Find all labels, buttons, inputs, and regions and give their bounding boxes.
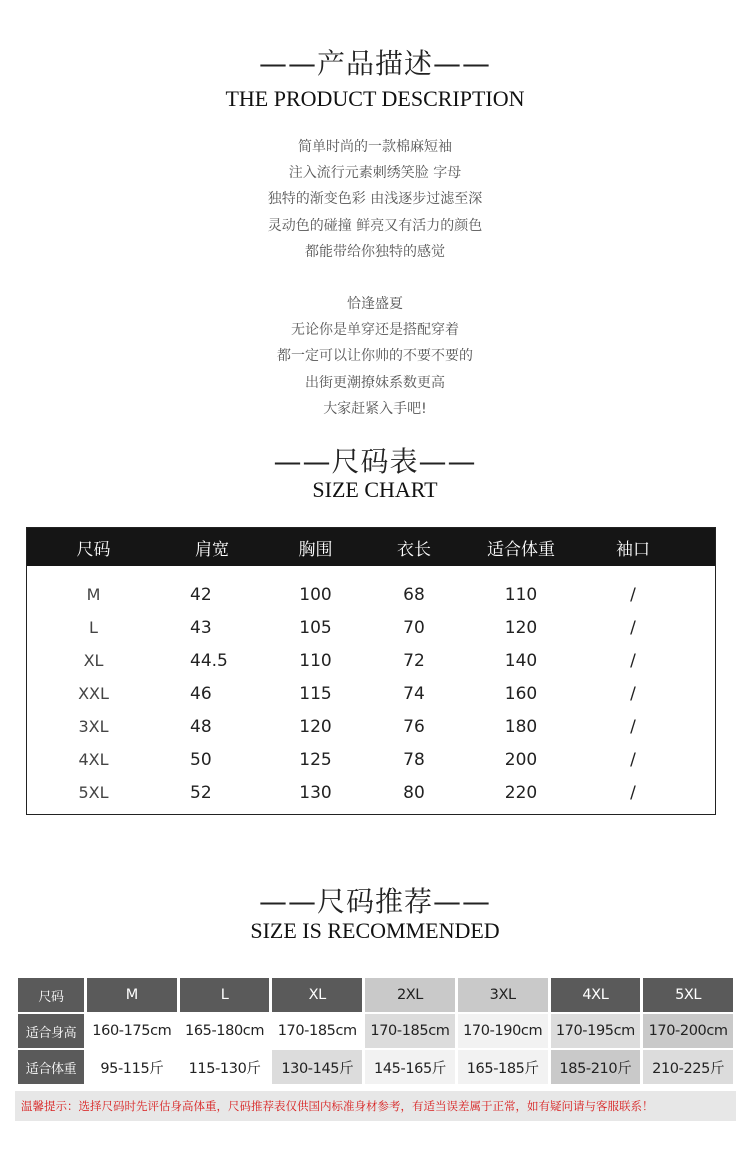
description-line: 灵动色的碰撞 鲜亮又有活力的颜色 [267,217,483,234]
size-chart-cell: 200 [504,749,538,770]
size-chart-cell: 140 [504,650,538,671]
weight-cell: 95-115斤 [87,1050,177,1084]
size-chart-cell: 110 [504,584,538,605]
size-chart-row [27,776,715,809]
size-chart-cell: 5XL [78,783,109,802]
size-chart-cell: 48 [190,716,212,737]
size-cell: 2XL [365,978,455,1012]
size-chart-cell: 46 [190,683,212,704]
description-subtitle: THE PRODUCT DESCRIPTION [225,86,525,111]
size-chart-row [27,743,715,776]
size-chart-table [26,527,716,815]
header-cell: 肩宽 [195,539,229,560]
size-chart-cell: M [86,585,101,604]
height-cell: 170-200cm [643,1014,733,1048]
description-line: 注入流行元素刺绣笑脸 字母 [288,165,462,182]
header-cell: 适合体重 [487,539,555,560]
size-chart-cell: / [630,584,636,605]
row-label: 适合身高 [18,1014,84,1048]
height-cell: 165-180cm [180,1014,270,1048]
height-cell: 170-190cm [458,1014,548,1048]
weight-cell: 115-130斤 [180,1050,270,1084]
size-chart-cell: XL [83,651,104,670]
row-label: 适合体重 [18,1050,84,1084]
size-chart-row [27,644,715,677]
size-chart-cell: 50 [190,749,212,770]
size-chart-row [27,677,715,710]
size-chart-cell: 74 [403,683,425,704]
size-chart-cell: 76 [403,716,425,737]
size-chart-cell: / [630,782,636,803]
header-cell: 衣长 [397,539,431,560]
size-cell: XL [272,978,362,1012]
size-chart-cell: / [630,749,636,770]
size-cell: 5XL [643,978,733,1012]
header-cell: 袖口 [616,539,650,560]
header-cell: 胸围 [298,539,333,560]
size-chart-cell: L [89,618,98,637]
size-chart-row [27,611,715,644]
row-label: 尺码 [18,978,84,1012]
description-paragraph-1 [0,134,750,265]
size-cell: 3XL [458,978,548,1012]
size-chart-cell: 105 [299,617,332,638]
size-chart-cell: / [630,617,636,638]
size-chart-cell: 180 [504,716,538,737]
size-chart-cell: / [630,650,636,671]
size-chart-title: ——尺码表—— [273,445,477,478]
size-chart-cell: 80 [403,782,425,803]
size-chart-cell: 120 [299,716,332,737]
size-chart-cell: 44.5 [190,650,228,671]
recommend-weight-row [18,1050,733,1084]
recommend-title: ——尺码推荐—— [258,885,491,918]
size-chart-row [27,578,715,611]
size-chart-cell: 70 [403,617,425,638]
size-chart-cell: 3XL [78,717,109,736]
size-chart-header [27,528,715,566]
height-cell: 170-185cm [365,1014,455,1048]
description-line: 独特的渐变色彩 由浅逐步过滤至深 [267,191,483,208]
weight-cell: 165-185斤 [458,1050,548,1084]
height-cell: 170-195cm [551,1014,641,1048]
size-chart-cell: 125 [299,749,332,770]
size-chart-cell: / [630,683,636,704]
header-cell: 尺码 [76,539,111,560]
size-cell: 4XL [551,978,641,1012]
description-paragraph-2 [0,291,750,422]
recommend-table [15,976,736,1086]
description-line: 简单时尚的一款棉麻短袖 [298,139,452,155]
weight-cell: 185-210斤 [551,1050,641,1084]
description-title: ——产品描述—— [258,47,491,80]
size-chart-cell: 110 [299,650,332,671]
description-line: 恰逢盛夏 [347,296,403,312]
recommend-height-row [18,1014,733,1048]
description-line: 都一定可以让你帅的不要不要的 [277,348,473,365]
height-cell: 160-175cm [87,1014,177,1048]
recommend-subtitle: SIZE IS RECOMMENDED [250,918,500,943]
size-chart-cell: XXL [78,684,109,703]
size-chart-cell: 72 [403,650,425,671]
size-chart-body [27,566,715,809]
size-chart-cell: 42 [190,584,212,605]
size-chart-cell: 100 [299,584,332,605]
size-chart-row [27,710,715,743]
size-chart-cell: 115 [299,683,332,704]
height-cell: 170-185cm [272,1014,362,1048]
size-chart-subtitle: SIZE CHART [312,477,438,502]
description-line: 无论你是单穿还是搭配穿着 [291,322,459,339]
size-cell: M [87,978,177,1012]
description-line: 出街更潮撩妹系数更高 [305,374,445,391]
size-chart-cell: 130 [299,782,332,803]
description-line: 都能带给你独特的感觉 [305,243,445,260]
recommend-size-row [18,978,733,1012]
size-chart-cell: 120 [504,617,538,638]
size-tip-note: 温馨提示：选择尺码时先评估身高体重，尺码推荐表仅供国内标准身材参考，有适当误差属于正常，如有疑问请与客服联系！ [15,1091,736,1121]
description-line: 大家赶紧入手吧! [323,400,427,417]
size-chart-cell: 4XL [78,750,109,769]
weight-cell: 130-145斤 [272,1050,362,1084]
weight-cell: 145-165斤 [365,1050,455,1084]
size-chart-cell: 43 [190,617,212,638]
size-chart-cell: 68 [403,584,425,605]
weight-cell: 210-225斤 [643,1050,733,1084]
size-chart-cell: 220 [504,782,538,803]
size-cell: L [180,978,270,1012]
size-chart-cell: 52 [190,782,212,803]
size-chart-cell: 160 [504,683,538,704]
size-chart-cell: / [630,716,636,737]
size-chart-cell: 78 [403,749,425,770]
